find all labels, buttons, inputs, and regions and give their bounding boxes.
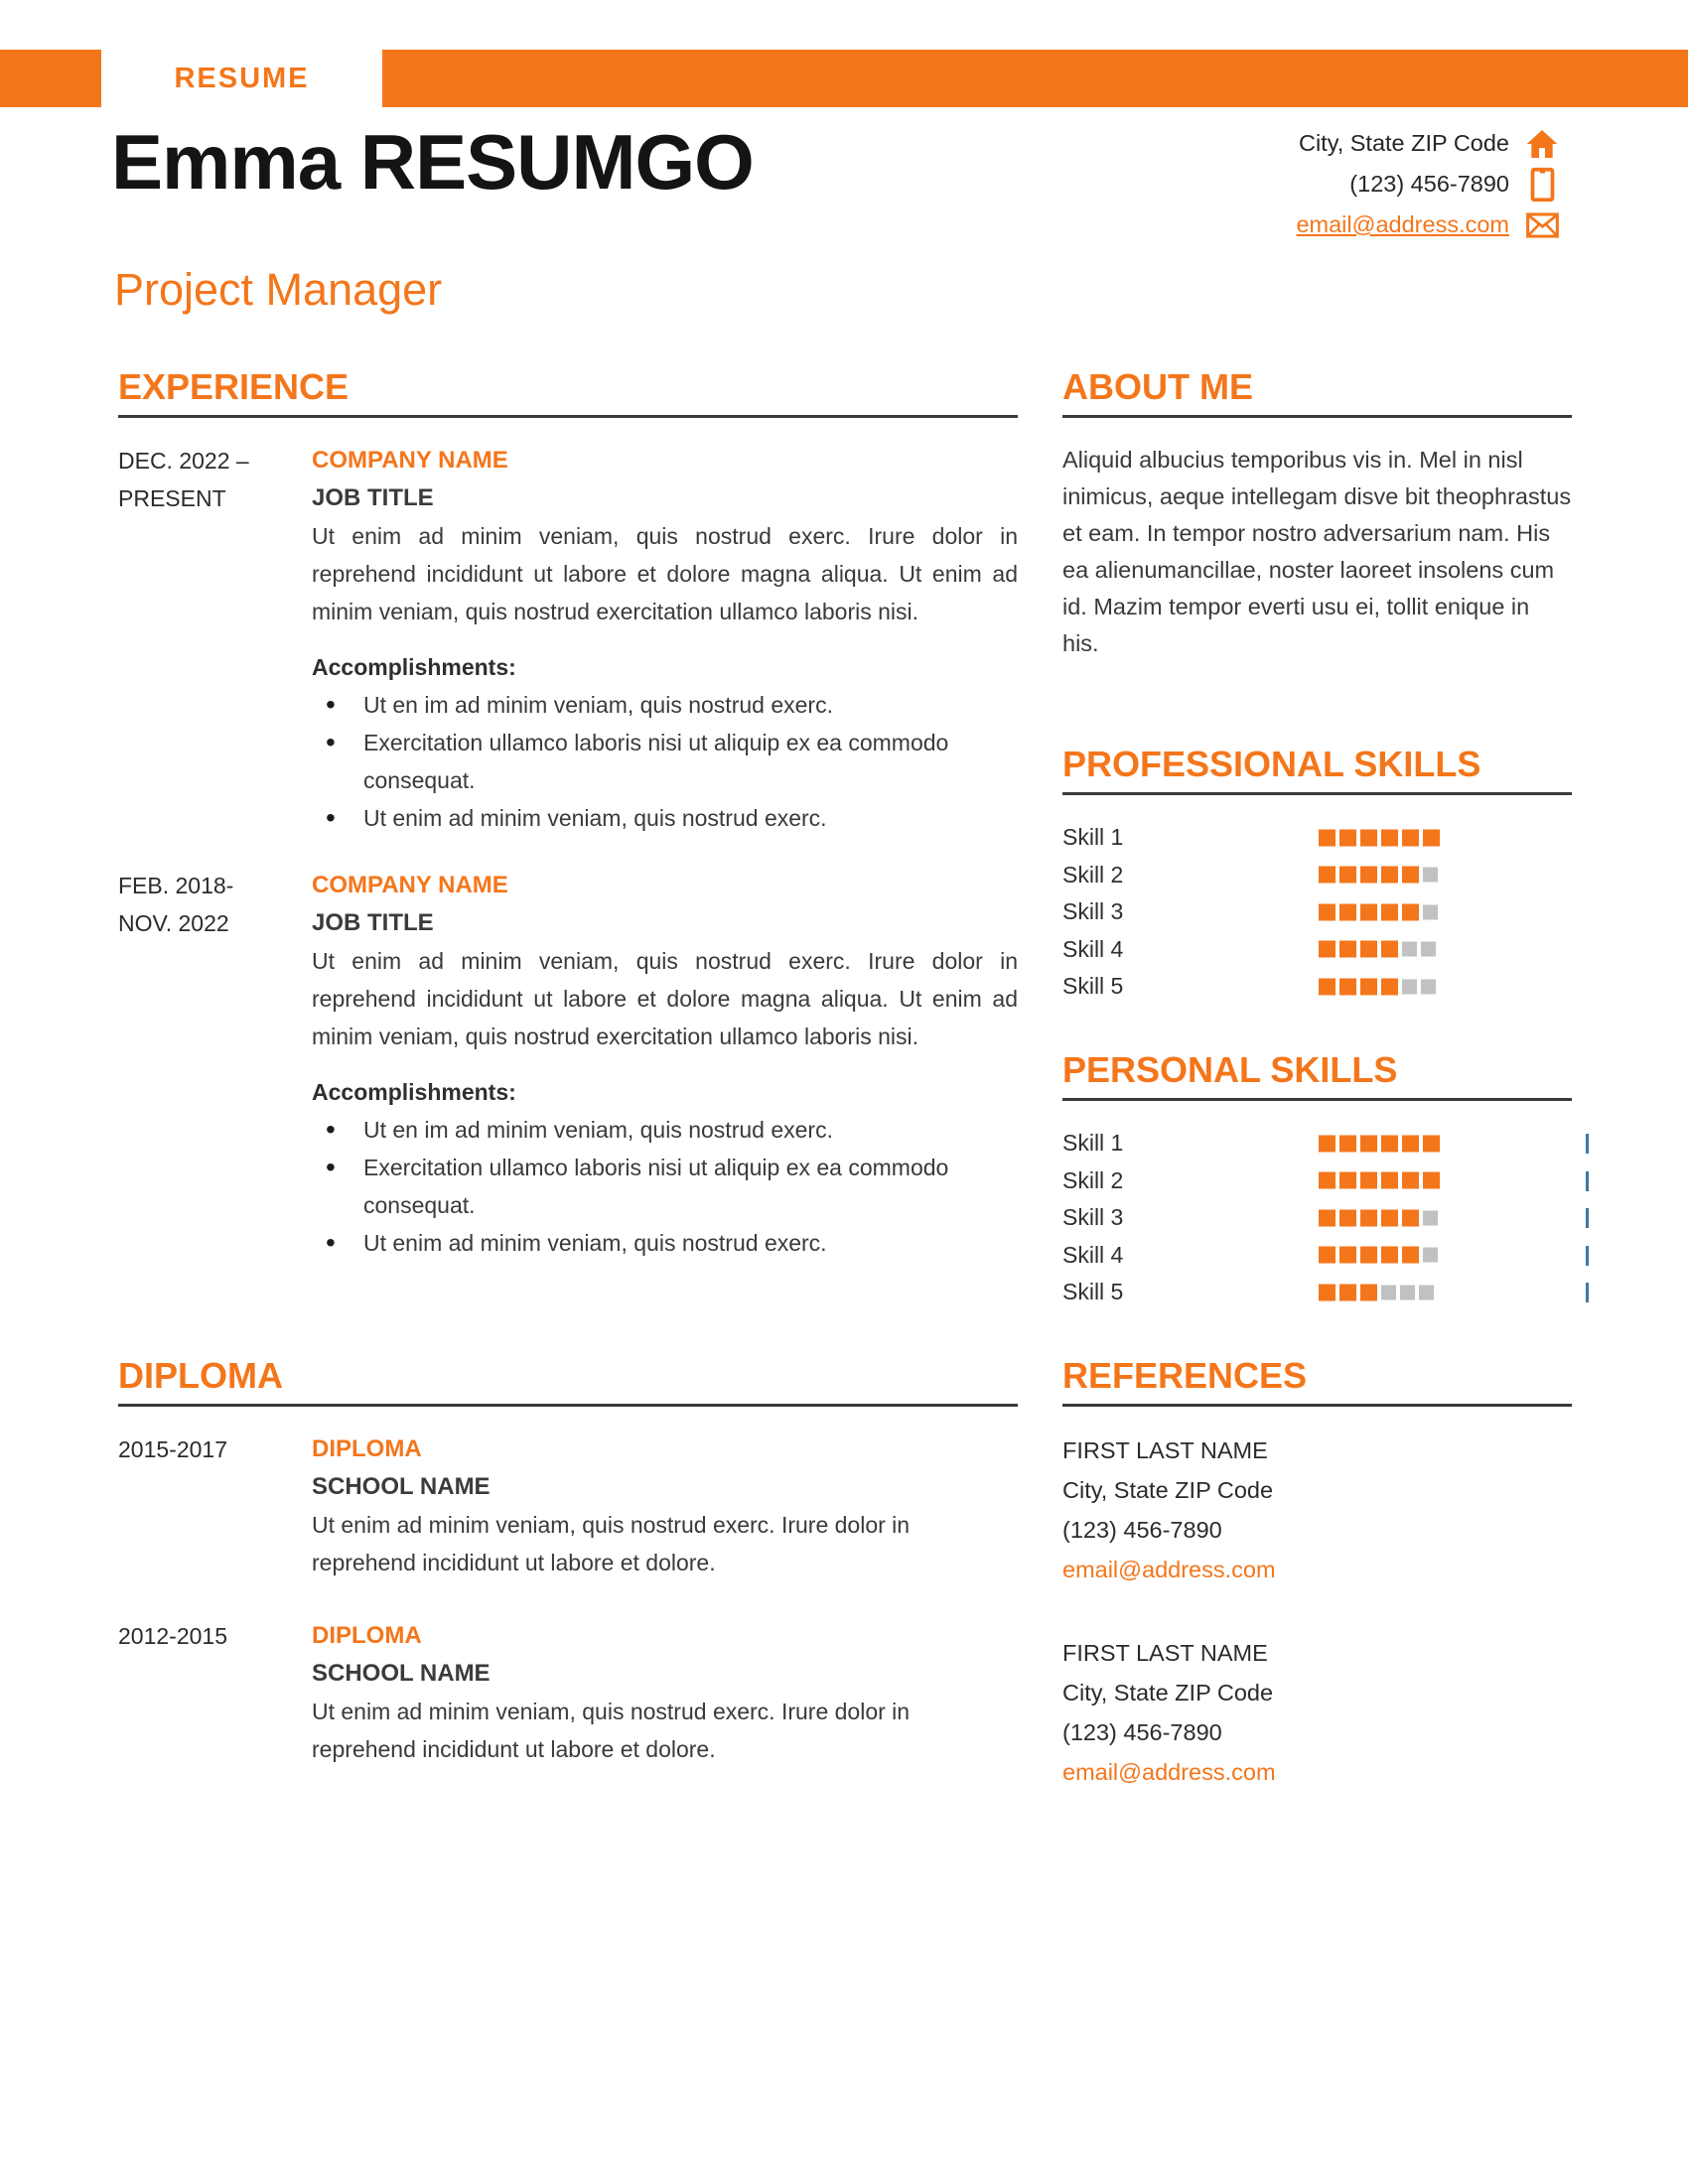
accomplishment-item: • Exercitation ullamco laboris nisi ut aliquip ex ea commodo consequat.: [312, 1149, 1018, 1224]
section-divider: [118, 415, 1018, 418]
section-divider: [1062, 1098, 1572, 1101]
skill-square-filled: [1339, 903, 1356, 920]
diploma-dates: 2012-2015: [118, 1623, 227, 1649]
skill-square-filled: [1360, 1209, 1377, 1226]
skill-square-filled: [1319, 1284, 1336, 1300]
row-end-tick: [1586, 1171, 1589, 1191]
date-line: NOV. 2022: [118, 910, 229, 936]
skill-level-squares: [1319, 903, 1438, 920]
reference-address: City, State ZIP Code: [1062, 1680, 1274, 1706]
skill-square-filled: [1402, 867, 1419, 884]
skill-square-filled: [1381, 941, 1398, 958]
diploma-heading: DIPLOMA: [118, 1355, 283, 1396]
skill-label: Skill 2: [1062, 1166, 1124, 1193]
skill-square-empty: [1400, 1285, 1415, 1299]
skill-square-filled: [1360, 903, 1377, 920]
skill-square-filled: [1319, 978, 1336, 995]
reference-name: FIRST LAST NAME: [1062, 1640, 1268, 1666]
skill-square-filled: [1319, 1135, 1336, 1152]
diploma-dates: 2015-2017: [118, 1436, 227, 1462]
skill-label: Skill 2: [1062, 861, 1124, 887]
accomplishments-label: Accomplishments:: [312, 654, 516, 680]
experience-dates: [118, 867, 312, 1262]
row-end-tick: [1586, 1246, 1589, 1266]
reference-address: City, State ZIP Code: [1062, 1477, 1274, 1503]
skill-label: Skill 3: [1062, 1204, 1124, 1231]
skill-square-filled: [1360, 829, 1377, 846]
skill-level-squares: [1319, 978, 1436, 995]
professional-skills-section: [1062, 744, 1572, 1006]
contact-block: [1296, 123, 1561, 245]
candidate-job-title: Project Manager: [114, 264, 443, 315]
skill-square-empty: [1423, 1248, 1438, 1263]
skill-square-filled: [1339, 1135, 1356, 1152]
skill-row: [1062, 968, 1572, 1006]
skill-square-filled: [1339, 829, 1356, 846]
reference-name: FIRST LAST NAME: [1062, 1437, 1268, 1463]
skill-square-empty: [1402, 979, 1417, 994]
skill-row: [1062, 1125, 1572, 1162]
job-summary: Ut enim ad minim veniam, quis nostrud exerc. Irure dolor in reprehend incididunt ut labore et dolore magna aliqua. Ut enim ad minim veniam, quis nostrud exercitation ullamco laboris nisi.: [312, 948, 1018, 1049]
skill-square-filled: [1381, 978, 1398, 995]
experience-section: [118, 366, 1018, 1262]
skill-level-squares: [1319, 1284, 1434, 1300]
candidate-name: Emma RESUMGO: [111, 118, 754, 205]
row-end-tick: [1586, 1134, 1589, 1154]
ribbon-label: RESUME: [174, 62, 310, 94]
accomplishment-item: • Ut enim ad minim veniam, quis nostrud exerc.: [312, 1224, 1018, 1262]
diploma-title: DIPLOMA: [312, 1435, 422, 1462]
skill-square-filled: [1319, 941, 1336, 958]
diploma-title: DIPLOMA: [312, 1622, 422, 1649]
about-me-heading: ABOUT ME: [1062, 366, 1253, 407]
date-line: PRESENT: [118, 485, 226, 511]
section-divider: [1062, 792, 1572, 795]
skill-square-filled: [1319, 867, 1336, 884]
accomplishments-list: [312, 686, 1018, 837]
ribbon-label-box: [101, 50, 382, 107]
skill-level-squares: [1319, 941, 1436, 958]
diploma-entry: [118, 1617, 1018, 1768]
skill-square-filled: [1319, 1209, 1336, 1226]
skill-square-filled: [1360, 1284, 1377, 1300]
professional-skills-heading: PROFESSIONAL SKILLS: [1062, 744, 1481, 784]
top-ribbon-bar: [0, 50, 1688, 107]
skill-square-filled: [1402, 1135, 1419, 1152]
job-title: JOB TITLE: [312, 484, 434, 511]
skill-square-filled: [1381, 867, 1398, 884]
skill-square-filled: [1360, 1172, 1377, 1189]
skill-level-squares: [1319, 1135, 1440, 1152]
skill-label: Skill 4: [1062, 935, 1124, 962]
skill-label: Skill 1: [1062, 1130, 1124, 1157]
skill-row: [1062, 1237, 1572, 1275]
references-section: [1062, 1355, 1572, 1792]
skill-square-filled: [1423, 829, 1440, 846]
skill-square-filled: [1339, 1284, 1356, 1300]
skill-square-filled: [1423, 1172, 1440, 1189]
contact-address: City, State ZIP Code: [1298, 130, 1509, 156]
personal-skills-section: [1062, 1049, 1572, 1311]
skill-square-empty: [1402, 942, 1417, 957]
skill-square-filled: [1360, 867, 1377, 884]
skill-square-filled: [1381, 1135, 1398, 1152]
contact-address-row: [1296, 123, 1561, 164]
row-end-tick: [1586, 1283, 1589, 1302]
skill-square-filled: [1339, 941, 1356, 958]
about-me-text: Aliquid albucius temporibus vis in. Mel in nisl inimicus, aeque intellegam disve bit theophrastus et eam. In tempor nostro adversarium nam. His ea alienumancillae, noster laoreet insolens cum id. Mazim tempor everti usu ei, tollit enique in his.: [1062, 447, 1572, 656]
company-name: COMPANY NAME: [312, 872, 508, 898]
experience-heading: EXPERIENCE: [118, 366, 350, 407]
skill-row: [1062, 893, 1572, 931]
skill-row: [1062, 931, 1572, 969]
skill-row: [1062, 857, 1572, 894]
envelope-icon: [1523, 212, 1561, 238]
contact-email-row: [1296, 205, 1561, 245]
school-name: SCHOOL NAME: [312, 1660, 491, 1687]
reference-entry: [1062, 1431, 1572, 1589]
skill-row: [1062, 1162, 1572, 1200]
skill-square-empty: [1419, 1285, 1434, 1299]
company-name: COMPANY NAME: [312, 447, 508, 474]
accomplishment-item: • Exercitation ullamco laboris nisi ut aliquip ex ea commodo consequat.: [312, 724, 1018, 799]
accomplishments-label: Accomplishments:: [312, 1079, 516, 1105]
skill-label: Skill 3: [1062, 898, 1124, 925]
about-me-section: [1062, 366, 1572, 662]
diploma-description: Ut enim ad minim veniam, quis nostrud exerc. Irure dolor in reprehend incididunt ut labore et dolore.: [312, 1699, 911, 1762]
reference-phone: (123) 456-7890: [1062, 1719, 1222, 1745]
section-divider: [118, 1404, 1018, 1407]
skill-square-filled: [1381, 903, 1398, 920]
skill-square-filled: [1402, 1172, 1419, 1189]
skill-level-squares: [1319, 867, 1438, 884]
skill-square-filled: [1402, 829, 1419, 846]
skill-square-filled: [1339, 1209, 1356, 1226]
skill-level-squares: [1319, 1209, 1438, 1226]
skill-square-filled: [1339, 978, 1356, 995]
section-divider: [1062, 415, 1572, 418]
skill-label: Skill 5: [1062, 1279, 1124, 1305]
diploma-description: Ut enim ad minim veniam, quis nostrud exerc. Irure dolor in reprehend incididunt ut labore et dolore.: [312, 1512, 911, 1575]
skill-level-squares: [1319, 1247, 1438, 1264]
skill-square-empty: [1421, 942, 1436, 957]
skill-square-empty: [1423, 904, 1438, 919]
skill-square-filled: [1402, 1209, 1419, 1226]
skill-square-filled: [1339, 867, 1356, 884]
phone-icon: [1523, 167, 1561, 203]
skill-square-empty: [1421, 979, 1436, 994]
date-line: FEB. 2018-: [118, 873, 234, 898]
skill-label: Skill 5: [1062, 973, 1124, 1000]
skill-square-filled: [1360, 941, 1377, 958]
reference-email-link[interactable]: email@address.com: [1062, 1557, 1276, 1582]
skill-square-filled: [1319, 1247, 1336, 1264]
diploma-entry: [118, 1431, 1018, 1581]
accomplishment-item: • Ut en im ad minim veniam, quis nostrud exerc.: [312, 1111, 1018, 1149]
personal-skills-heading: PERSONAL SKILLS: [1062, 1049, 1398, 1090]
reference-phone: (123) 456-7890: [1062, 1517, 1222, 1543]
skill-row: [1062, 1199, 1572, 1237]
skill-square-filled: [1360, 1135, 1377, 1152]
skill-square-filled: [1339, 1247, 1356, 1264]
skill-level-squares: [1319, 829, 1440, 846]
experience-entry: [118, 442, 1018, 837]
skill-square-filled: [1381, 1172, 1398, 1189]
skill-square-filled: [1402, 1247, 1419, 1264]
skill-label: Skill 1: [1062, 824, 1124, 851]
skill-square-filled: [1360, 978, 1377, 995]
skill-level-squares: [1319, 1172, 1440, 1189]
experience-dates: [118, 442, 312, 837]
skill-square-filled: [1381, 1209, 1398, 1226]
reference-email-link[interactable]: email@address.com: [1062, 1759, 1276, 1785]
diploma-section: [118, 1355, 1018, 1768]
skill-square-empty: [1381, 1285, 1396, 1299]
reference-entry: [1062, 1633, 1572, 1792]
date-line: DEC. 2022 –: [118, 448, 249, 474]
skill-square-empty: [1423, 1210, 1438, 1225]
skill-square-filled: [1423, 1135, 1440, 1152]
job-summary: Ut enim ad minim veniam, quis nostrud exerc. Irure dolor in reprehend incididunt ut labore et dolore magna aliqua. Ut enim ad minim veniam, quis nostrud exercitation ullamco laboris nisi.: [312, 523, 1018, 624]
school-name: SCHOOL NAME: [312, 1473, 491, 1500]
skill-square-filled: [1319, 1172, 1336, 1189]
contact-email-link[interactable]: email@address.com: [1296, 211, 1509, 237]
skill-square-filled: [1319, 829, 1336, 846]
skill-square-filled: [1339, 1172, 1356, 1189]
skill-square-filled: [1402, 903, 1419, 920]
skill-row: [1062, 819, 1572, 857]
skill-square-filled: [1360, 1247, 1377, 1264]
home-icon: [1523, 129, 1561, 159]
accomplishments-list: [312, 1111, 1018, 1262]
skill-square-filled: [1381, 1247, 1398, 1264]
experience-entry: [118, 867, 1018, 1262]
contact-phone-row: [1296, 164, 1561, 205]
contact-phone: (123) 456-7890: [1349, 171, 1509, 197]
skill-square-empty: [1423, 868, 1438, 883]
skill-square-filled: [1381, 829, 1398, 846]
skill-label: Skill 4: [1062, 1241, 1124, 1268]
section-divider: [1062, 1404, 1572, 1407]
accomplishment-item: • Ut enim ad minim veniam, quis nostrud exerc.: [312, 799, 1018, 837]
job-title: JOB TITLE: [312, 909, 434, 936]
row-end-tick: [1586, 1208, 1589, 1228]
skill-row: [1062, 1274, 1572, 1311]
accomplishment-item: • Ut en im ad minim veniam, quis nostrud exerc.: [312, 686, 1018, 724]
references-heading: REFERENCES: [1062, 1355, 1308, 1396]
skill-square-filled: [1319, 903, 1336, 920]
